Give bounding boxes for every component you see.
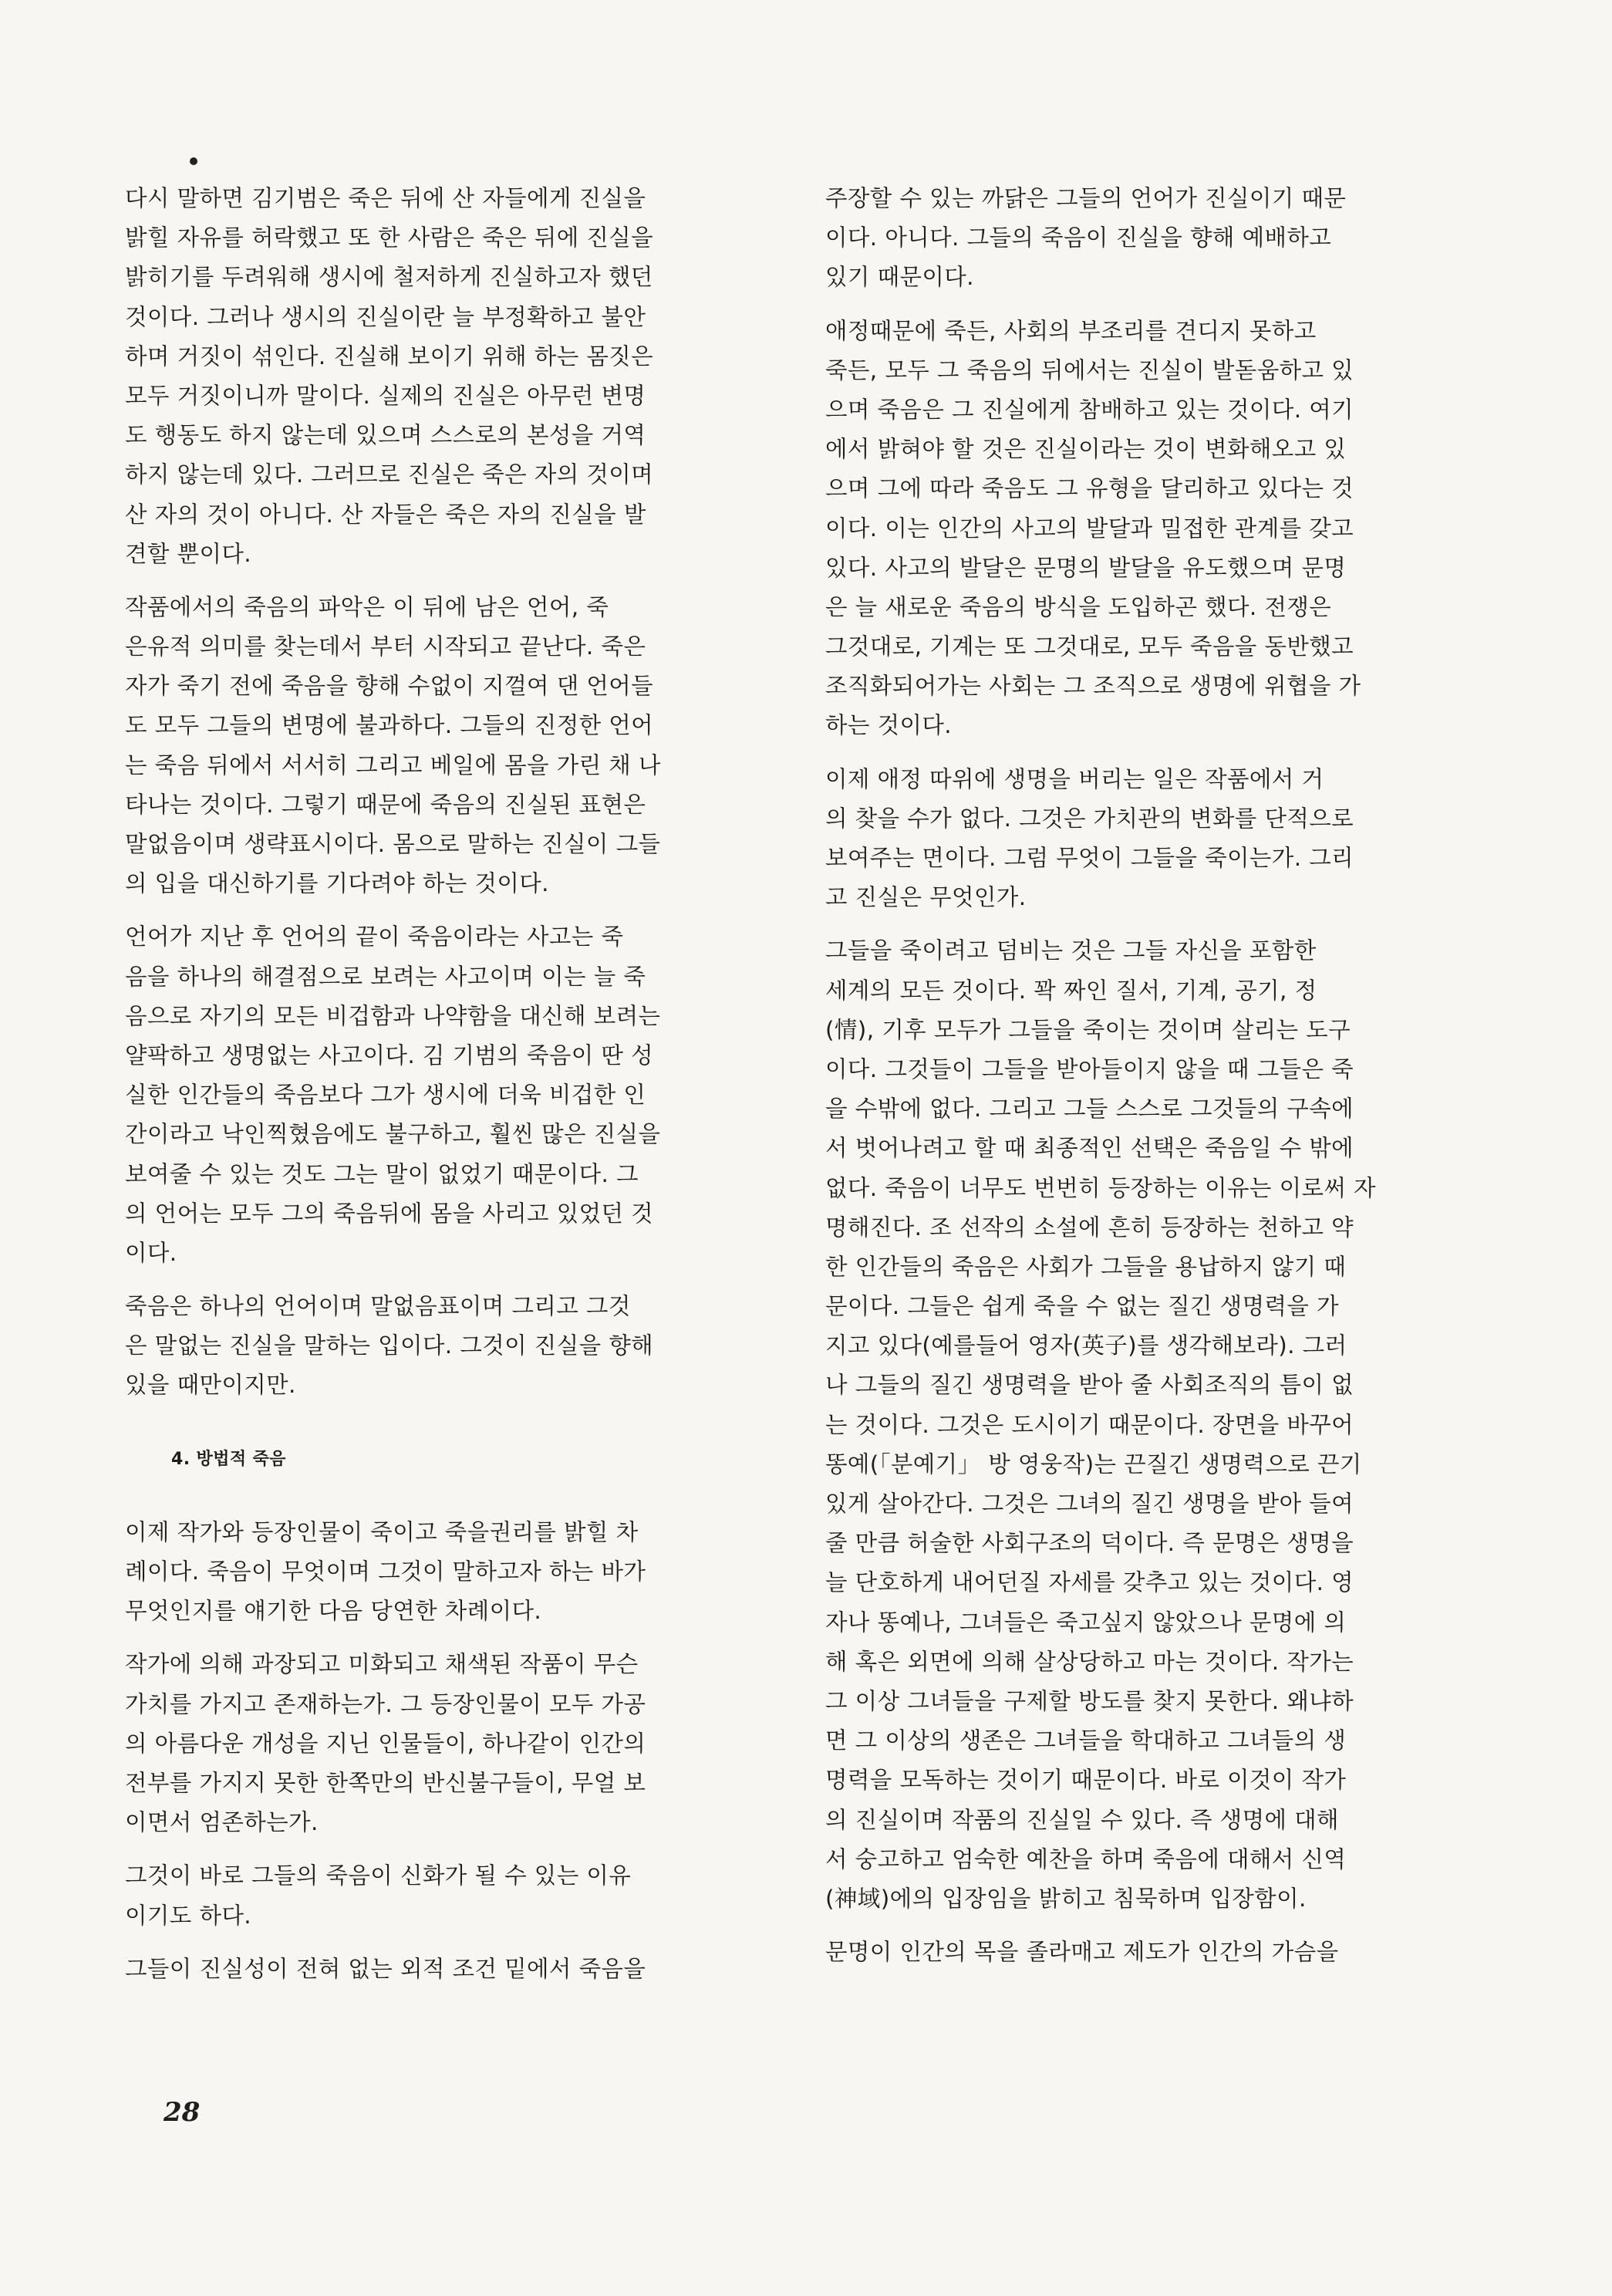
text-line: 그것이 바로 그들의 죽음이 신화가 될 수 있는 이유 (125, 1862, 632, 1889)
paragraph (125, 1645, 788, 1842)
text-line: 는 죽음 뒤에서 서서히 그리고 베일에 몸을 가린 채 나 (125, 751, 661, 778)
text-line: 모두 거짓이니까 말이다. 실제의 진실은 아무런 변명 (125, 382, 646, 409)
text-line: 해 혹은 외면에 의해 살상당하고 마는 것이다. 작가는 (825, 1648, 1354, 1675)
paragraph (125, 588, 788, 904)
text-line: 서 벗어나려고 할 때 최종적인 선택은 죽음일 수 밖에 (825, 1135, 1354, 1162)
text-line: 의 찾을 수가 없다. 그것은 가치관의 변화를 단적으로 (825, 805, 1354, 832)
text-line: 이면서 엄존하는가. (125, 1809, 319, 1836)
text-line: 문명이 인간의 목을 졸라매고 제도가 인간의 가슴을 (825, 1939, 1339, 1966)
text-line: 명해진다. 조 선작의 소설에 흔히 등장하는 천하고 약 (825, 1214, 1354, 1241)
text-line: 전부를 가지지 못한 한쪽만의 반신불구들이, 무얼 보 (125, 1769, 646, 1796)
paragraph (825, 760, 1489, 918)
text-line: 있을 때만이지만. (125, 1372, 296, 1399)
paragraph (125, 1287, 788, 1406)
text-line: 의 진실이며 작품의 진실일 수 있다. 즉 생명에 대해 (825, 1806, 1339, 1833)
text-line: 죽음은 하나의 언어이며 말없음표이며 그리고 그것 (125, 1293, 631, 1320)
text-line: 보여주는 면이다. 그럼 무엇이 그들을 죽이는가. 그리 (825, 845, 1354, 871)
paragraph (125, 179, 788, 574)
text-line: 주장할 수 있는 까닭은 그들의 언어가 진실이기 때문 (825, 185, 1347, 211)
text-line: 있게 살아간다. 그것은 그녀의 질긴 생명을 받아 들여 (825, 1491, 1354, 1517)
paragraph (825, 931, 1489, 1919)
text-line: 간이라고 낙인찍혔음에도 불구하고, 훨씬 많은 진실을 (125, 1121, 661, 1148)
text-line: 그 이상 그녀들을 구제할 방도를 찾지 못한다. 왜냐하 (825, 1687, 1354, 1714)
paragraph (825, 179, 1489, 298)
paragraph (125, 1513, 788, 1632)
text-line: 작가에 의해 과장되고 미화되고 채색된 작품이 무슨 (125, 1651, 639, 1678)
text-line: 그들이 진실성이 전혀 없는 외적 조건 밑에서 죽음을 (125, 1955, 646, 1982)
left-column (125, 179, 788, 1989)
text-line: 음을 하나의 해결점으로 보려는 사고이며 이는 늘 죽 (125, 963, 646, 990)
text-line: 얄팍하고 생명없는 사고이다. 김 기범의 죽음이 딴 성 (125, 1042, 654, 1069)
text-line: 이제 애정 따위에 생명을 버리는 일은 작품에서 거 (825, 765, 1324, 792)
text-line: 자가 죽기 전에 죽음을 향해 수없이 지껄여 댄 언어들 (125, 673, 654, 700)
text-line: 조직화되어가는 사회는 그 조직으로 생명에 위협을 가 (825, 673, 1361, 700)
text-line: 애정때문에 죽든, 사회의 부조리를 견디지 못하고 (825, 317, 1317, 344)
text-line: 이다. 그것들이 그들을 받아들이지 않을 때 그들은 죽 (825, 1055, 1354, 1082)
text-line: 도 행동도 하지 않는데 있으며 스스로의 본성을 거역 (125, 422, 646, 449)
text-line: 은 늘 새로운 죽음의 방식을 도입하곤 했다. 전쟁은 (825, 593, 1332, 620)
text-line: 지고 있다(예를들어 영자(英子)를 생각해보라). 그러 (825, 1332, 1347, 1359)
text-line: 고 진실은 무엇인가. (825, 884, 1027, 911)
text-line: 이다. (125, 1239, 177, 1266)
text-line: 의 언어는 모두 그의 죽음뒤에 몸을 사리고 있었던 것 (125, 1200, 654, 1227)
text-line: 나 그들의 질긴 생명력을 받아 줄 사회조직의 틈이 없 (825, 1372, 1354, 1399)
text-line: 견할 뿐이다. (125, 540, 252, 567)
text-line: 줄 만큼 허술한 사회구조의 덕이다. 즉 문명은 생명을 (825, 1530, 1354, 1557)
text-line: 가치를 가지고 존재하는가. 그 등장인물이 모두 가공 (125, 1690, 646, 1717)
text-line: 하며 거짓이 섞인다. 진실해 보이기 위해 하는 몸짓은 (125, 343, 654, 370)
text-line: (情), 기후 모두가 그들을 죽이는 것이며 살리는 도구 (825, 1016, 1351, 1043)
text-line: 없다. 죽음이 너무도 번번히 등장하는 이유는 이로써 자 (825, 1174, 1376, 1201)
text-line: 그들을 죽이려고 덤비는 것은 그들 자신을 포함한 (825, 937, 1317, 964)
text-line: 이제 작가와 등장인물이 죽이고 죽을권리를 밝힐 차 (125, 1518, 639, 1545)
text-line: 보여줄 수 있는 것도 그는 말이 없었기 때문이다. 그 (125, 1160, 639, 1187)
right-column (825, 179, 1489, 1972)
page-number: 28 (164, 2097, 201, 2128)
text-line: 에서 밝혀야 할 것은 진실이라는 것이 변화해오고 있 (825, 436, 1347, 463)
text-line: 타나는 것이다. 그렇기 때문에 죽음의 진실된 표현은 (125, 791, 646, 818)
text-line: 으며 그에 따라 죽음도 그 유형을 달리하고 있다는 것 (825, 475, 1354, 502)
text-line: 산 자의 것이 아니다. 산 자들은 죽은 자의 진실을 발 (125, 501, 646, 528)
text-line: 그것대로, 기계는 또 그것대로, 모두 죽음을 동반했고 (825, 633, 1354, 660)
text-line: 면 그 이상의 생존은 그녀들을 학대하고 그녀들의 생 (825, 1727, 1347, 1754)
text-line: 도 모두 그들의 변명에 불과하다. 그들의 진정한 언어 (125, 712, 654, 739)
text-line: 다시 말하면 김기범은 죽은 뒤에 산 자들에게 진실을 (125, 185, 646, 211)
section-heading: 4. 방법적 죽음 (171, 1449, 286, 1469)
text-line: 밝힐 자유를 허락했고 또 한 사람은 죽은 뒤에 진실을 (125, 225, 654, 252)
paragraph (825, 312, 1489, 746)
text-line: 이다. 아니다. 그들의 죽음이 진실을 향해 예배하고 (825, 225, 1332, 252)
text-line: 작품에서의 죽음의 파악은 이 뒤에 남은 언어, 죽 (125, 593, 609, 620)
text-line: 서 숭고하고 엄숙한 예찬을 하며 죽음에 대해서 신역 (825, 1845, 1347, 1872)
text-line: 밝히기를 두려워해 생시에 철저하게 진실하고자 했던 (125, 264, 653, 291)
text-line: 이다. 이는 인간의 사고의 발달과 밀접한 관계를 갖고 (825, 515, 1354, 542)
text-line: (神域)에의 입장임을 밝히고 침묵하며 입장함이. (825, 1885, 1307, 1912)
paragraph (125, 1856, 788, 1935)
text-line: 하는 것이다. (825, 712, 953, 739)
text-line: 자나 똥예나, 그녀들은 죽고싶지 않았으나 문명에 의 (825, 1609, 1347, 1636)
text-line: 무엇인지를 얘기한 다음 당연한 차례이다. (125, 1598, 542, 1625)
text-line: 은 말없는 진실을 말하는 입이다. 그것이 진실을 향해 (125, 1332, 654, 1359)
text-line: 늘 단호하게 내어던질 자세를 갖추고 있는 것이다. 영 (825, 1569, 1354, 1596)
paragraph (125, 917, 788, 1273)
text-line: 는 것이다. 그것은 도시이기 때문이다. 장면을 바꾸어 (825, 1411, 1354, 1438)
text-line: 실한 인간들의 죽음보다 그가 생시에 더욱 비겁한 인 (125, 1082, 646, 1109)
text-line: 의 입을 대신하기를 기다려야 하는 것이다. (125, 870, 549, 897)
paragraph (125, 1950, 788, 1989)
text-line: 이기도 하다. (125, 1902, 252, 1929)
text-line: 으며 죽음은 그 진실에게 참배하고 있는 것이다. 여기 (825, 396, 1354, 423)
text-line: 음으로 자기의 모든 비겁함과 나약함을 대신해 보려는 (125, 1002, 661, 1029)
text-line: 있다. 사고의 발달은 문명의 발달을 유도했으며 문명 (825, 554, 1347, 581)
text-line: 것이다. 그러나 생시의 진실이란 늘 부정확하고 불안 (125, 303, 646, 330)
text-line: 은유적 의미를 찾는데서 부터 시작되고 끝난다. 죽은 (125, 633, 646, 660)
text-line: 하지 않는데 있다. 그러므로 진실은 죽은 자의 것이며 (125, 461, 654, 488)
paragraph (825, 1933, 1489, 1972)
bullet-mark (190, 157, 197, 165)
text-line: 죽든, 모두 그 죽음의 뒤에서는 진실이 발돋움하고 있 (825, 356, 1354, 383)
text-line: 세계의 모든 것이다. 꽉 짜인 질서, 기계, 공기, 정 (825, 977, 1317, 1004)
text-line: 명력을 모독하는 것이기 때문이다. 바로 이것이 작가 (825, 1767, 1347, 1794)
text-line: 언어가 지난 후 언어의 끝이 죽음이라는 사고는 죽 (125, 923, 624, 950)
text-line: 말없음이며 생략표시이다. 몸으로 말하는 진실이 그들 (125, 831, 661, 857)
text-line: 있기 때문이다. (825, 264, 974, 291)
text-line: 을 수밖에 없다. 그리고 그들 스스로 그것들의 구속에 (825, 1096, 1354, 1123)
text-line: 의 아름다운 개성을 지닌 인물들이, 하나같이 인간의 (125, 1730, 646, 1757)
text-line: 한 인간들의 죽음은 사회가 그들을 용납하지 않기 때 (825, 1253, 1347, 1280)
text-line: 문이다. 그들은 쉽게 죽을 수 없는 질긴 생명력을 가 (825, 1293, 1339, 1320)
text-line: 똥예(「분예기」 방 영웅작)는 끈질긴 생명력으로 끈기 (825, 1450, 1362, 1477)
text-line: 례이다. 죽음이 무엇이며 그것이 말하고자 하는 바가 (125, 1558, 646, 1585)
